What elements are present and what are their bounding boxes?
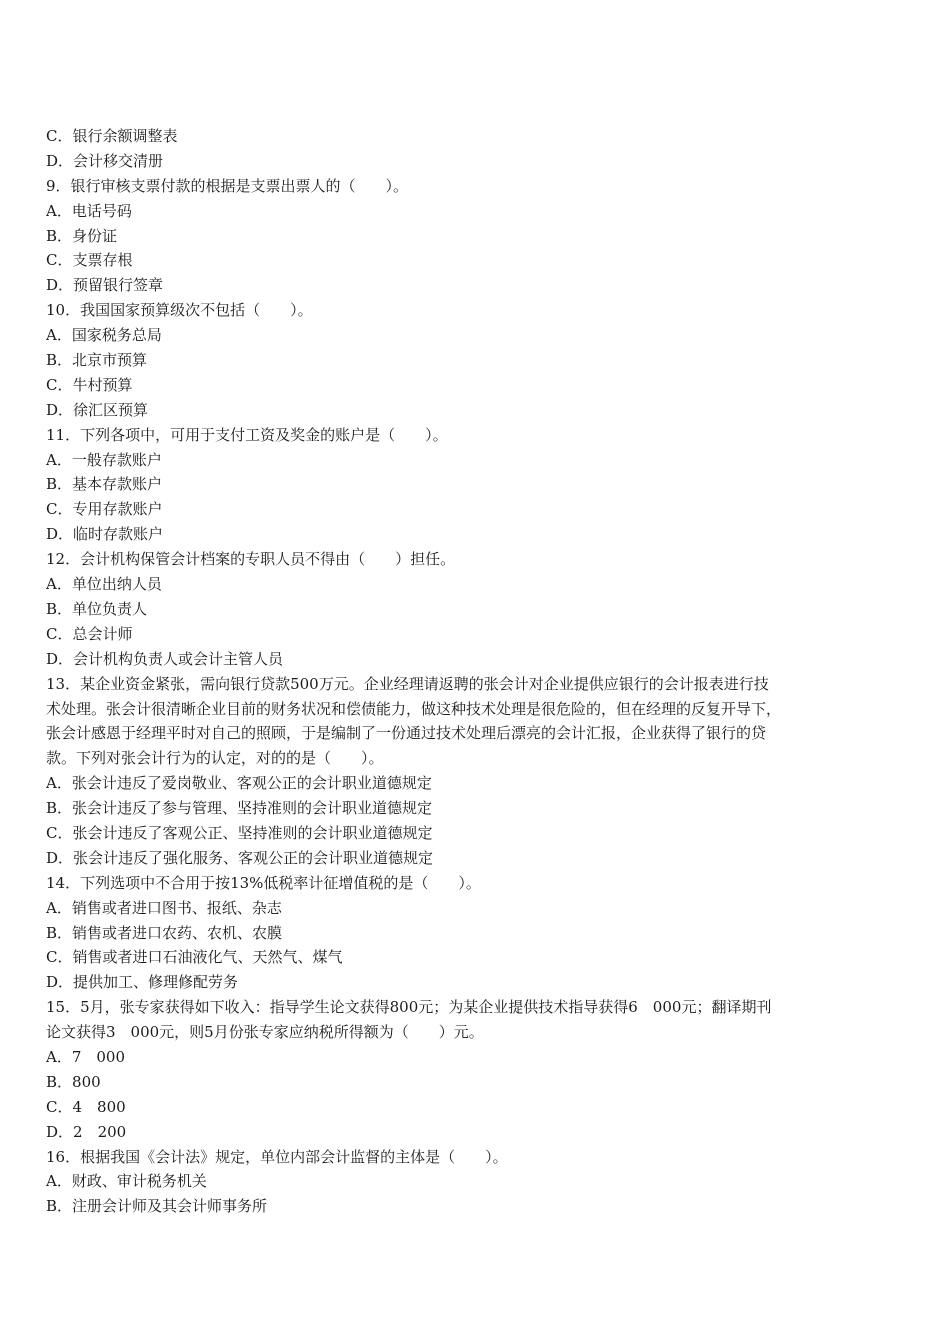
text-line: D．徐汇区预算 bbox=[46, 400, 149, 419]
text-line: A．一般存款账户 bbox=[46, 450, 162, 469]
text-line: C．银行余额调整表 bbox=[46, 127, 178, 145]
text-line: D．张会计违反了强化服务、客观公正的会计职业道德规定 bbox=[46, 848, 434, 867]
text-line: A．财政、审计税务机关 bbox=[46, 1172, 207, 1191]
text-line: C．张会计违反了客观公正、坚持准则的会计职业道德规定 bbox=[46, 823, 433, 842]
text-line: 10．我国国家预算级次不包括（ ）。 bbox=[46, 301, 313, 320]
text-line: D．会计机构负责人或会计主管人员 bbox=[46, 649, 284, 668]
text-line: A．电话号码 bbox=[46, 201, 132, 220]
text-line: C．支票存根 bbox=[46, 251, 133, 270]
text-line: B．北京市预算 bbox=[46, 351, 148, 370]
text-line: 16．根据我国《会计法》规定，单位内部会计监督的主体是（ ）。 bbox=[46, 1147, 508, 1166]
text-line: A．销售或者进口图书、报纸、杂志 bbox=[46, 898, 282, 917]
text-line: 13．某企业资金紧张，需向银行贷款500万元。企业经理请返聘的张会计对企业提供应银行的会计报表进行技 bbox=[46, 674, 769, 693]
text-line: B．身份证 bbox=[46, 226, 118, 245]
text-line: B．注册会计师及其会计师事务所 bbox=[46, 1197, 268, 1216]
text-line: 14．下列选项中不合用于按13%低税率计征增值税的是（ ）。 bbox=[46, 873, 481, 892]
text-line: D．临时存款账户 bbox=[46, 525, 164, 544]
text-line: 15．5月，张专家获得如下收入：指导学生论文获得800元；为某企业提供技术指导获得6 000元；翻译期刊 bbox=[46, 998, 772, 1017]
text-line: D．2 200 bbox=[46, 1122, 127, 1141]
text-line: A．7 000 bbox=[46, 1048, 126, 1067]
text-line: 术处理。张会计很清晰企业目前的财务状况和偿债能力，做这种技术处理是很危险的，但在经理的反复开导下， bbox=[46, 699, 782, 718]
text-line: C．销售或者进口石油液化气、天然气、煤气 bbox=[46, 948, 343, 967]
text-line: D．会计移交清册 bbox=[46, 151, 164, 170]
text-line: B．销售或者进口农药、农机、农膜 bbox=[46, 923, 283, 942]
text-line: D．提供加工、修理修配劳务 bbox=[46, 973, 239, 992]
text-line: A．单位出纳人员 bbox=[46, 575, 162, 594]
text-line: B．单位负责人 bbox=[46, 599, 148, 618]
text-line: B．800 bbox=[46, 1072, 101, 1091]
text-line: C．总会计师 bbox=[46, 624, 133, 643]
text-line: A．张会计违反了爱岗敬业、客观公正的会计职业道德规定 bbox=[46, 774, 432, 793]
text-line: 论文获得3 000元，则5月份张专家应纳税所得额为（ ）元。 bbox=[46, 1023, 484, 1042]
text-line: A．国家税务总局 bbox=[46, 326, 162, 345]
text-line: 12．会计机构保管会计档案的专职人员不得由（ ）担任。 bbox=[46, 550, 456, 569]
text-line: D．预留银行签章 bbox=[46, 276, 164, 295]
text-line: 张会计感恩于经理平时对自己的照顾，于是编制了一份通过技术处理后漂亮的会计汇报，企业获得了银行的贷 bbox=[46, 724, 767, 743]
text-line: 11．下列各项中，可用于支付工资及奖金的账户是（ ）。 bbox=[46, 425, 448, 444]
text-line: B．张会计违反了参与管理、坚持准则的会计职业道德规定 bbox=[46, 799, 433, 818]
text-line: B．基本存款账户 bbox=[46, 475, 163, 494]
text-line: 款。下列对张会计行为的认定，对的的是（ ）。 bbox=[46, 749, 384, 768]
text-line: 9．银行审核支票付款的根据是支票出票人的（ ）。 bbox=[46, 176, 409, 195]
text-line: C．4 800 bbox=[46, 1097, 126, 1116]
text-line: C．专用存款账户 bbox=[46, 500, 163, 519]
document-page bbox=[46, 124, 866, 1219]
text-line: C．牛村预算 bbox=[46, 375, 133, 394]
